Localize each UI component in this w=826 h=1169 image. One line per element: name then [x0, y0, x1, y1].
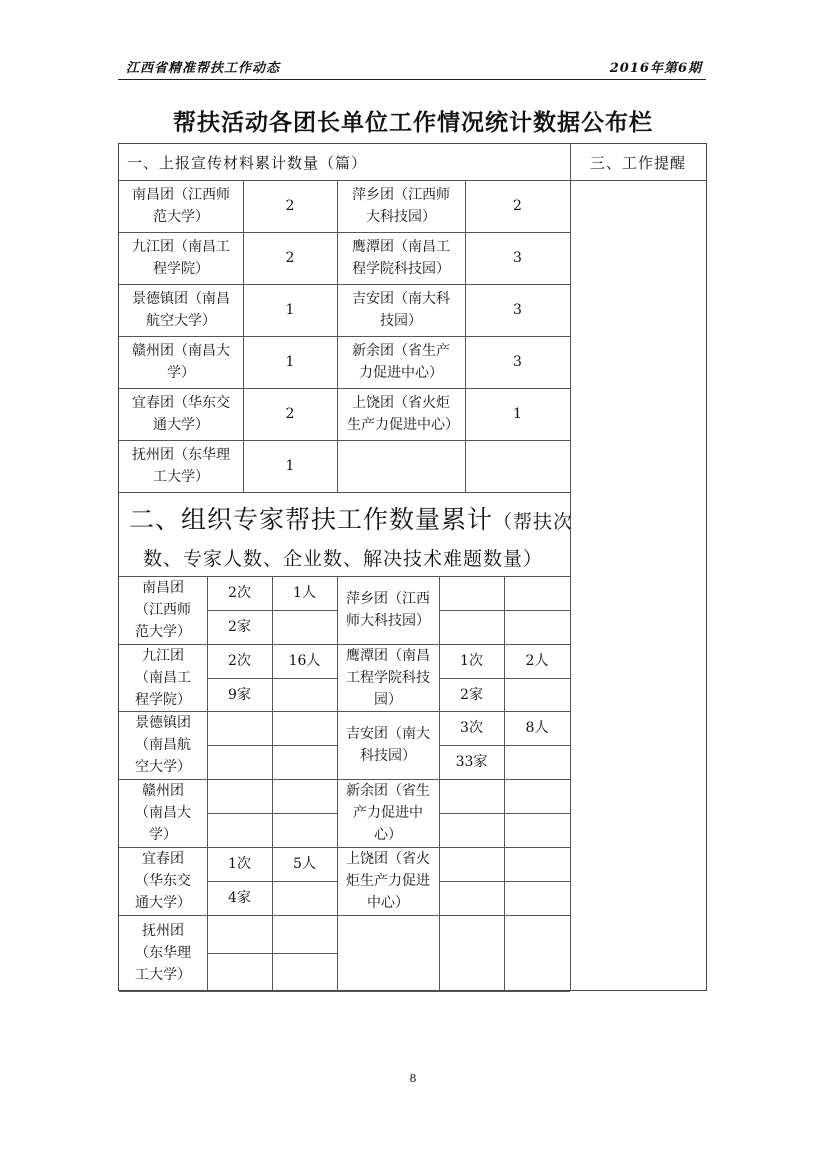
section3-divider	[570, 144, 571, 991]
s2-left-problems	[272, 881, 337, 915]
s2-left-companies: 4家	[228, 890, 251, 906]
s1-right-count: 1	[513, 406, 522, 422]
s2-left-companies	[207, 813, 272, 847]
s1-right-unit: 上饶团（省火炬生产力促进中心）	[347, 395, 459, 433]
s2-col-rule	[504, 576, 505, 915]
s2-left-companies: 2家	[228, 619, 251, 635]
s1-col-rule	[243, 180, 244, 492]
s1-left-unit: 抚州团（东华理工大学）	[132, 447, 230, 485]
s1-right-count: 2	[513, 198, 522, 214]
s2-right-visits: 1次	[460, 653, 483, 669]
s2-left-unit: 宜春团（华东交通大学）	[135, 851, 191, 911]
s1-left-unit: 景德镇团（南昌航空大学）	[132, 291, 230, 329]
s2-left-experts	[272, 711, 337, 745]
s1-left-count: 1	[285, 354, 295, 370]
s2-left-experts: 1人	[293, 585, 316, 601]
s2-col-rule	[207, 576, 208, 991]
s2-left-visits	[207, 779, 272, 813]
page-title: 帮扶活动各团长单位工作情况统计数据公布栏	[173, 110, 653, 136]
s2-col-rule	[337, 576, 338, 991]
s2-right-visits	[439, 915, 504, 953]
s1-right-unit: 新余团（省生产力促进中心）	[352, 343, 450, 381]
s2-left-unit: 抚州团（东华理工大学）	[135, 923, 191, 983]
s1-right-unit: 鹰潭团（南昌工程学院科技园）	[352, 239, 450, 277]
header-rule	[118, 79, 706, 80]
statistics-table	[118, 143, 707, 991]
s2-left-problems	[272, 678, 337, 711]
s2-right-companies	[439, 813, 504, 847]
s2-right-unit: 新余团（省生产力促进中心）	[346, 783, 430, 843]
section2-heading-paren: （帮扶次	[493, 511, 574, 533]
s2-left-unit: 景德镇团（南昌航空大学）	[135, 715, 191, 775]
s2-right-companies	[439, 881, 504, 915]
s2-right-experts: 2人	[525, 653, 549, 669]
issue-number: 2016年第6期	[609, 61, 702, 76]
s2-heading-rule	[119, 576, 570, 577]
s2-left-visits	[207, 711, 272, 745]
journal-name: 江西省精准帮扶工作动态	[126, 61, 281, 76]
s2-right-problems	[504, 745, 570, 779]
s2-left-problems	[272, 610, 337, 644]
section3-heading: 三、工作提醒	[590, 154, 687, 172]
s2-right-companies: 2家	[460, 686, 483, 703]
s2-right-visits	[439, 576, 504, 610]
s2-col-rule	[272, 576, 273, 991]
s1-col-rule	[337, 180, 338, 492]
s2-left-experts	[272, 915, 337, 953]
s2-left-companies	[207, 745, 272, 779]
section2-heading-main: 二、组织专家帮扶工作数量累计	[129, 505, 494, 534]
s2-left-companies: 9家	[228, 686, 251, 703]
s2-right-unit: 萍乡团（江西师大科技园）	[346, 591, 430, 629]
s2-row-rule	[119, 991, 570, 992]
s1-left-unit: 南昌团（江西师范大学）	[132, 187, 230, 225]
s1-left-unit: 宜春团（华东交通大学）	[132, 395, 230, 433]
s2-col-rule	[504, 915, 505, 991]
s1-right-count: 3	[513, 354, 522, 370]
s2-right-experts	[504, 576, 570, 610]
s2-right-companies	[439, 953, 504, 991]
s2-right-unit: 鹰潭团（南昌工程学院科技园）	[346, 647, 430, 708]
s2-left-problems	[272, 813, 337, 847]
s2-right-experts	[504, 915, 570, 953]
s2-right-visits	[439, 847, 504, 881]
s1-left-count: 1	[285, 458, 295, 474]
s2-right-problems	[504, 610, 570, 644]
section1-heading: 一、上报宣传材料累计数量（篇）	[127, 154, 368, 172]
page-header	[118, 54, 706, 80]
s2-col-rule	[439, 915, 440, 991]
s2-right-experts	[504, 847, 570, 881]
s2-left-visits: 2次	[228, 653, 251, 669]
s1-left-count: 1	[285, 302, 295, 318]
s1-row-rule	[119, 492, 570, 493]
s2-right-unit	[337, 915, 439, 991]
s1-right-unit: 吉安团（南大科技园）	[352, 291, 450, 329]
s2-left-experts: 16人	[288, 653, 321, 669]
s2-right-experts	[504, 779, 570, 813]
s2-right-visits: 3次	[460, 720, 483, 736]
s2-right-problems	[504, 813, 570, 847]
s1-left-count: 2	[285, 406, 295, 422]
s1-right-unit	[337, 440, 465, 492]
s2-col-rule	[439, 576, 440, 915]
s1-right-count: 3	[513, 302, 522, 318]
s1-left-unit: 赣州团（南昌大学）	[132, 343, 230, 381]
s2-left-problems	[272, 745, 337, 779]
s1-left-unit: 九江团（南昌工程学院）	[132, 239, 230, 277]
s2-right-experts: 8人	[525, 720, 549, 736]
s2-left-unit: 九江团（南昌工程学院）	[135, 647, 191, 708]
s2-right-companies: 33家	[455, 754, 488, 770]
s2-left-companies	[207, 953, 272, 991]
s1-right-count	[465, 440, 570, 492]
s2-right-problems	[504, 953, 570, 991]
s1-right-count: 3	[513, 250, 522, 266]
s2-right-unit: 上饶团（省火炬生产力促进中心）	[346, 851, 430, 911]
s2-left-visits	[207, 915, 272, 953]
s2-left-experts: 5人	[293, 856, 316, 872]
section2-heading	[129, 500, 573, 536]
s2-left-visits: 2次	[228, 585, 251, 601]
s1-left-count: 2	[285, 250, 295, 266]
s2-right-visits	[439, 779, 504, 813]
s2-left-experts	[272, 779, 337, 813]
s2-right-unit: 吉安团（南大科技园）	[346, 726, 430, 764]
s2-left-unit: 赣州团（南昌大学）	[135, 783, 191, 843]
s2-right-problems	[504, 881, 570, 915]
s1-right-unit: 萍乡团（江西师大科技园）	[352, 187, 450, 225]
section2-heading-continued: 数、专家人数、企业数、解决技术难题数量）	[143, 548, 544, 570]
s1-left-count: 2	[285, 198, 295, 214]
page-number: 8	[409, 1072, 417, 1085]
s2-left-unit: 南昌团（江西师范大学）	[135, 580, 191, 640]
s2-left-visits: 1次	[228, 856, 251, 872]
s2-left-problems	[272, 953, 337, 991]
s2-right-companies	[439, 610, 504, 644]
s1-col-rule	[465, 180, 466, 492]
s2-right-problems	[504, 678, 570, 711]
